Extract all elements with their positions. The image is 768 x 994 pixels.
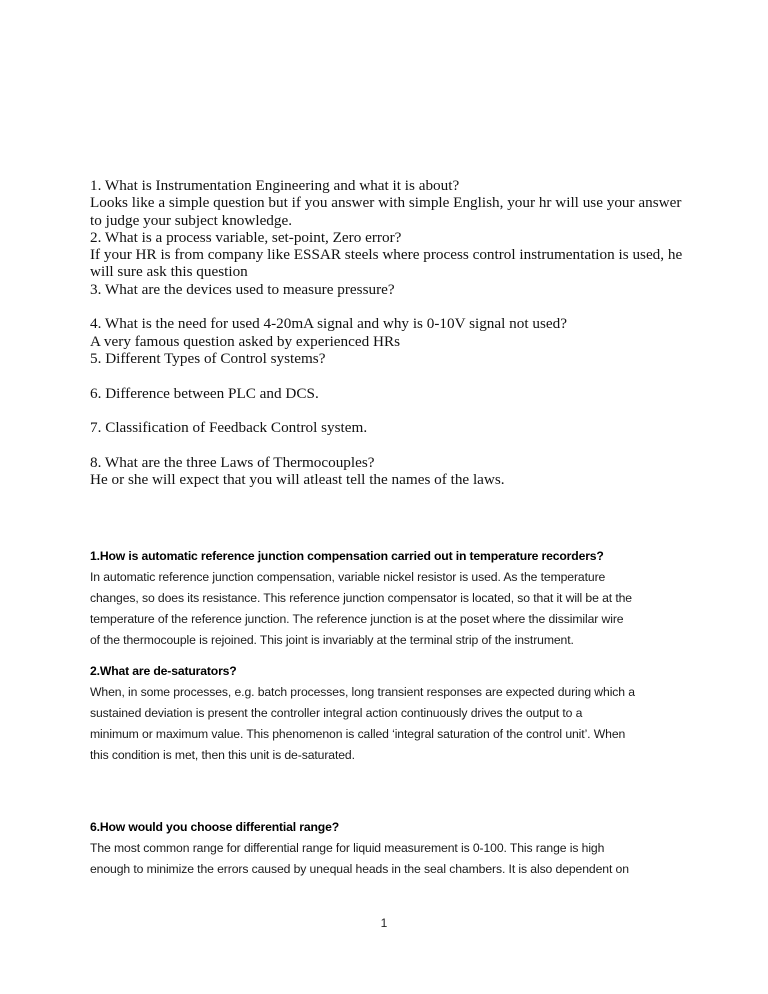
- question-1-note-line-2: to judge your subject knowledge.: [90, 211, 293, 229]
- answer-body-line: this condition is met, then this unit is de-saturated.: [90, 748, 355, 762]
- answer-heading: 1.How is automatic reference junction compensation carried out in temperature recorders?: [90, 549, 604, 563]
- question-7: 7. Classification of Feedback Control system.: [90, 419, 368, 437]
- page-number: 1: [380, 916, 388, 930]
- answer-body-line: enough to minimize the errors caused by unequal heads in the seal chambers. It is also dependent on: [90, 862, 629, 876]
- answer-body-line: minimum or maximum value. This phenomenon is called ‘integral saturation of the control unit’. When: [90, 727, 626, 741]
- answer-body-line: In automatic reference junction compensation, variable nickel resistor is used. As the temperature: [90, 570, 606, 584]
- question-1: 1. What is Instrumentation Engineering and what it is about?: [90, 177, 460, 194]
- answer-body-line: temperature of the reference junction. The reference junction is at the poset where the dissimilar wire: [90, 612, 624, 626]
- question-8: 8. What are the three Laws of Thermocouples?: [90, 453, 375, 471]
- spacer: [90, 436, 690, 453]
- answer-body-line: of the thermocouple is rejoined. This joint is invariably at the terminal strip of the instrument.: [90, 633, 574, 647]
- question-2-note-line-1: If your HR is from company like ESSAR steels where process control instrumentation is used, he: [90, 246, 683, 264]
- question-5: 5. Different Types of Control systems?: [90, 349, 326, 367]
- answer-section-3: [90, 817, 680, 880]
- question-4: 4. What is the need for used 4-20mA signal and why is 0-10V signal not used?: [90, 315, 567, 333]
- question-1-note-line-1: Looks like a simple question but if you answer with simple English, your hr will use your answer: [90, 194, 682, 212]
- spacer: [90, 402, 690, 419]
- answer-section-2: [90, 661, 680, 766]
- question-6: 6. Difference between PLC and DCS.: [90, 384, 319, 402]
- question-2: 2. What is a process variable, set-point, Zero error?: [90, 228, 402, 246]
- question-2-note-line-2: will sure ask this question: [90, 263, 248, 281]
- answer-heading: 6.How would you choose differential range?: [90, 820, 339, 834]
- answer-body-line: changes, so does its resistance. This reference junction compensator is located, so that it will be at the: [90, 591, 632, 605]
- answer-body-line: The most common range for differential range for liquid measurement is 0-100. This range is high: [90, 841, 605, 855]
- spacer: [90, 367, 690, 384]
- spacer: [90, 298, 690, 315]
- question-8-note-line-1: He or she will expect that you will atleast tell the names of the laws.: [90, 471, 505, 489]
- answer-heading: 2.What are de-saturators?: [90, 664, 237, 678]
- question-3: 3. What are the devices used to measure pressure?: [90, 280, 395, 298]
- question-4-note-line-1: A very famous question asked by experienced HRs: [90, 332, 401, 350]
- interview-questions-list: [90, 177, 690, 488]
- answer-body-line: When, in some processes, e.g. batch processes, long transient responses are expected during which a: [90, 685, 635, 699]
- answer-section-1: [90, 546, 680, 651]
- answer-body-line: sustained deviation is present the controller integral action continuously drives the output to a: [90, 706, 583, 720]
